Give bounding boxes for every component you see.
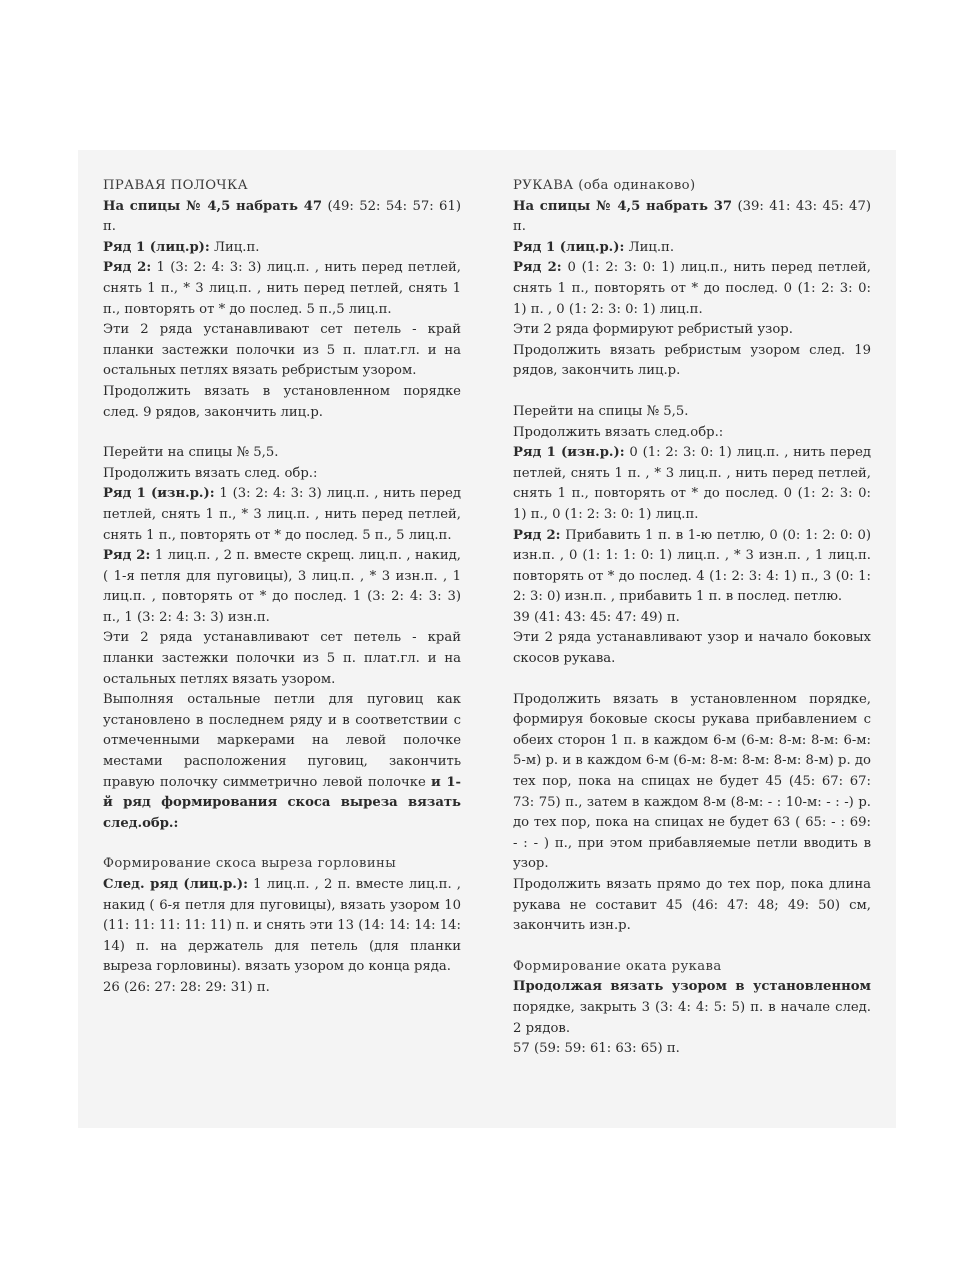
paragraph: Ряд 2: 0 (1: 2: 3: 0: 1) лиц.п., нить перед петлей, снять 1 п., повторять от * до послед. 0 (1: 2: 3: 0: 1) п. , 0 (1: 2: 3: 0: 1) лиц.п.: [513, 260, 871, 317]
paragraph: Продолжить вязать след. обр.:: [103, 465, 318, 481]
paragraph: 26 (26: 27: 28: 29: 31) п.: [103, 979, 270, 995]
paragraph: На спицы № 4,5 набрать 47 (49: 52: 54: 57: 61) п.: [103, 198, 461, 235]
paragraph: Продолжая вязать узором в установленном порядке, закрыть 3 (3: 4: 4: 5: 5) п. в начале след. 2 рядов.: [513, 979, 871, 1036]
subsection-title: Формирование оката рукава: [513, 958, 722, 974]
paragraph: Эти 2 ряда устанавливают сет петель - край планки застежки полочки из 5 п. плат.гл. и на остальных петлях вязать узором.: [103, 630, 461, 687]
paragraph: След. ряд (лиц.р.): 1 лиц.п. , 2 п. вместе лиц.п. , накид ( 6-я петля для пуговицы), вязать узором 10 (11: 11: 11: 11: 11) п. и снять эти 13 (14: 14: 14: 14: 14) п. на держатель для петель (для планки выреза горловины). вязать узором до конца ряда.: [103, 877, 461, 975]
paragraph: На спицы № 4,5 набрать 37 (39: 41: 43: 45: 47) п.: [513, 198, 871, 235]
paragraph: Ряд 1 (лиц.р.): Лиц.п.: [513, 239, 675, 255]
section-title: РУКАВА (оба одинаково): [513, 178, 696, 193]
paragraph: Ряд 1 (изн.р.): 1 (3: 2: 4: 3: 3) лиц.п. , нить перед петлей, снять 1 п., * 3 лиц.п. , нить перед петлей, снять 1 п., повторять от * до послед. 5 п., 5 лиц.п.: [103, 486, 461, 543]
sleeves-column: [513, 176, 871, 1060]
paragraph: Перейти на спицы № 5,5.: [513, 403, 689, 419]
paragraph: Продолжить вязать в установленном порядке, формируя боковые скосы рукава прибавлением с обеих сторон 1 п. в каждом 6-м (6-м: 8-м: 8-м: 6-м: 5-м) р. и в каждом 6-м (6-м: 8-м: 8-м: 8-м: 8-м) р. до тех пор, пока на спицах не будет 45 (45: 67: 67: 73: 75) п., затем в каждом 8-м (8-м: - : 10-м: - : -) р. до тех пор, пока на спицах не будет 63 ( 65: - : 69: - : - ) п., при этом прибавляемые петли вводить в узор.: [513, 691, 871, 872]
section-title: ПРАВАЯ ПОЛОЧКА: [103, 178, 248, 193]
right-front-column: [103, 176, 461, 999]
paragraph: Ряд 1 (лиц.р): Лиц.п.: [103, 239, 260, 255]
paragraph: Ряд 1 (изн.р.): 0 (1: 2: 3: 0: 1) лиц.п. , нить перед петлей, снять 1 п. , * 3 лиц.п. , нить перед петлей, снять 1 п., повторять от * до послед. 0 (1: 2: 3: 0: 1) п., 0 (1: 2: 3: 0: 1) лиц.п.: [513, 445, 871, 522]
subsection-title: Формирование скоса выреза горловины: [103, 856, 397, 872]
paragraph: Перейти на спицы № 5,5.: [103, 445, 279, 461]
paragraph: Продолжить вязать прямо до тех пор, пока длина рукава не составит 45 (46: 47: 48; 49: 50) см, закончить изн.р.: [513, 877, 871, 934]
paragraph: Ряд 2: Прибавить 1 п. в 1-ю петлю, 0 (0: 1: 2: 0: 0) изн.п. , 0 (1: 1: 1: 0: 1) лиц.п. , * 3 изн.п. , 1 лиц.п. повторять от * до послед. 4 (1: 2: 3: 4: 1) п., 3 (0: 1: 2: 3: 0) изн.п. , прибавить 1 п. в послед. петлю.: [513, 527, 871, 605]
paragraph: Продолжить вязать след.обр.:: [513, 424, 724, 440]
paragraph: Эти 2 ряда устанавливают сет петель - край планки застежки полочки из 5 п. плат.гл. и на остальных петлях вязать ребристым узором.: [103, 322, 461, 379]
paragraph: Выполняя остальные петли для пуговиц как установлено в последнем ряду и в соответствии с отмеченными маркерами на левой полочке местами расположения пуговиц, закончить правую полочку симметрично левой полочке и 1-й ряд формирования скоса выреза вязать след.обр.:: [103, 692, 461, 831]
document-page: [78, 150, 896, 1128]
paragraph: Ряд 2: 1 лиц.п. , 2 п. вместе скрещ. лиц.п. , накид, ( 1-я петля для пуговицы), 3 лиц.п. , * 3 изн.п. , 1 лиц.п. , повторять от * до послед. 1 (3: 2: 4: 3: 3) п., 1 (3: 2: 4: 3: 3) изн.п.: [103, 548, 461, 625]
paragraph: Ряд 2: 1 (3: 2: 4: 3: 3) лиц.п. , нить перед петлей, снять 1 п., * 3 лиц.п. , нить перед петлей, снять 1 п., повторять от * до послед. 5 п.,5 лиц.п.: [103, 260, 461, 317]
paragraph: 39 (41: 43: 45: 47: 49) п.: [513, 609, 680, 625]
paragraph: Эти 2 ряда формируют ребристый узор.: [513, 322, 793, 338]
paragraph: Продолжить вязать ребристым узором след. 19 рядов, закончить лиц.р.: [513, 342, 871, 379]
paragraph: 57 (59: 59: 61: 63: 65) п.: [513, 1041, 680, 1057]
paragraph: Продолжить вязать в установленном порядке след. 9 рядов, закончить лиц.р.: [103, 383, 461, 420]
paragraph: Эти 2 ряда устанавливают узор и начало боковых скосов рукава.: [513, 630, 871, 667]
